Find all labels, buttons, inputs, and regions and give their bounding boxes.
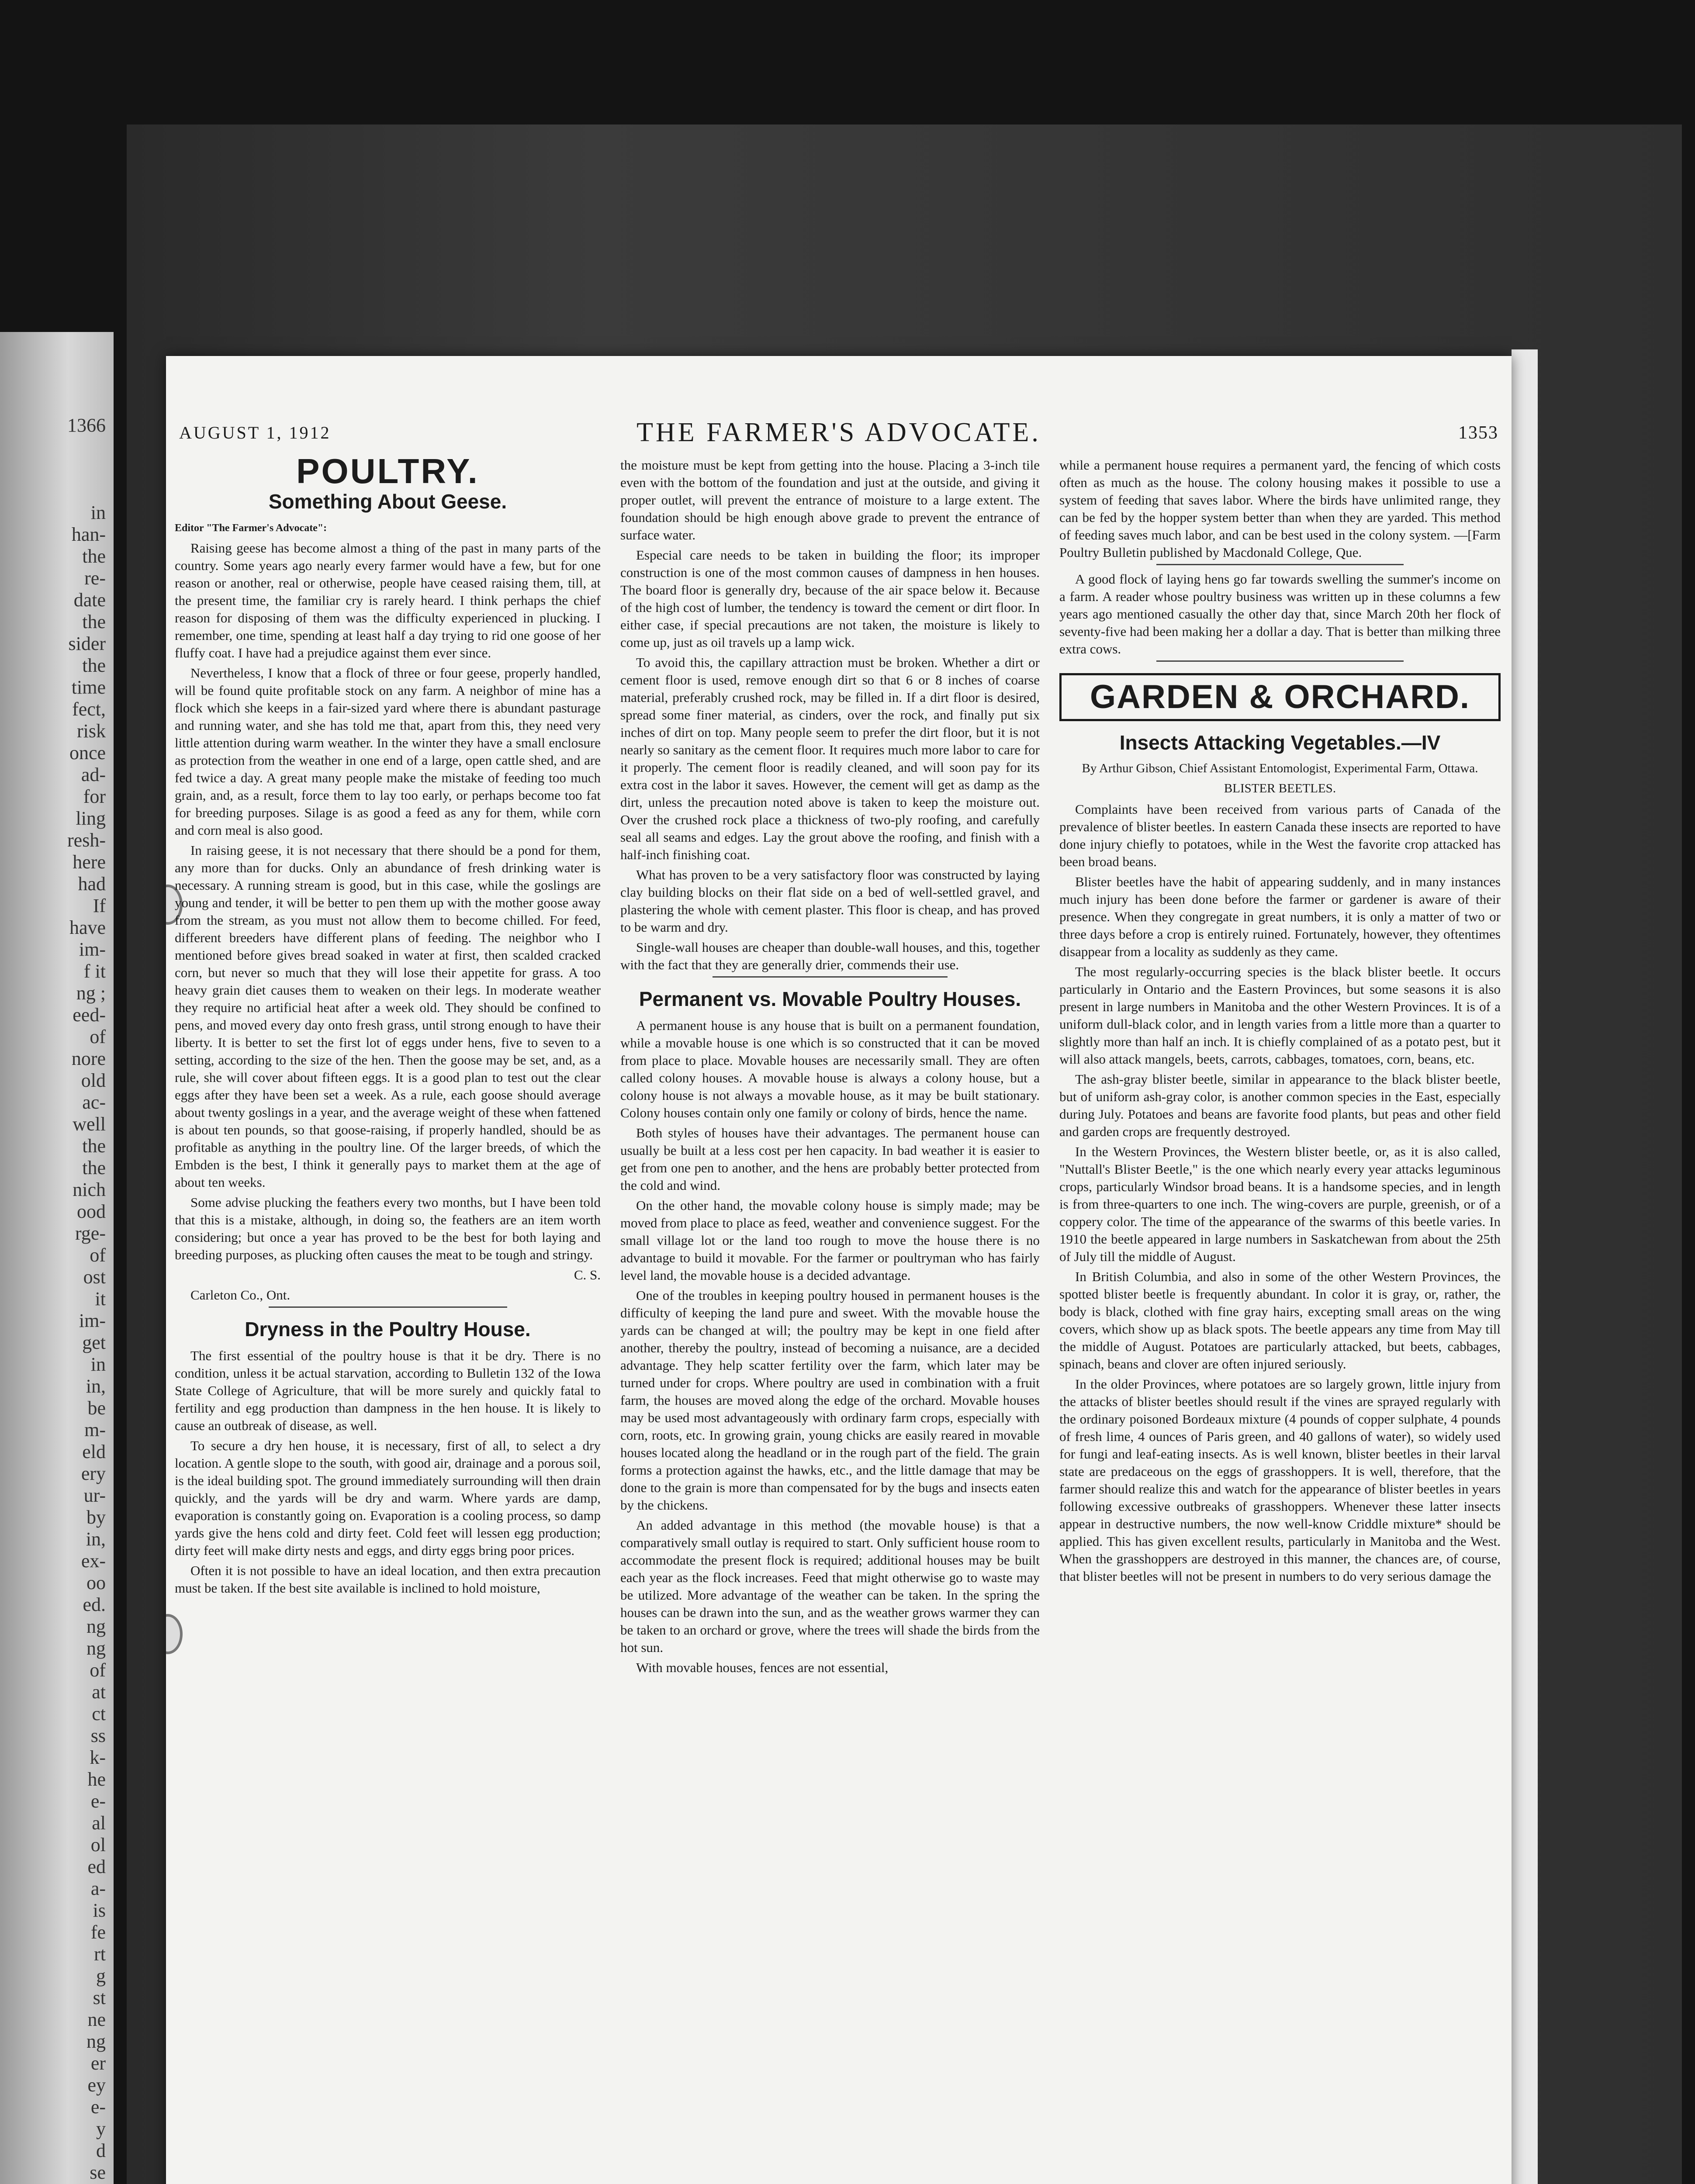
left-page-fragment: e- [90, 2096, 106, 2118]
article-headline: Insects Attacking Vegetables.—IV [1119, 731, 1441, 754]
left-page-fragment: nore [71, 1048, 106, 1069]
paragraph: Raising geese has become almost a thing of the past in many parts of the country. Some years ago nearly every farmer would have a few, but for one reason or another, real or otherwise, people have ceased raising them, till, at the present time, the familiar cry is rarely heard. I think perhaps the chief reason for disposing of them was the difficulty experienced in plucking. I remember, one time, spending at least half a day trying to rid one goose of her fluffy coat. I have had a prejudice against them ever since. [175, 540, 601, 660]
left-page-fragment: the [82, 1135, 106, 1157]
left-page-fragment: ng ; [76, 982, 106, 1004]
left-page-fragment: ad- [81, 764, 106, 785]
left-page-fragment: ng [86, 1616, 106, 1637]
left-page-fragment: eed- [73, 1004, 106, 1026]
left-page-fragment: re- [84, 567, 106, 589]
left-page-fragment: he [87, 1769, 106, 1790]
paragraph: The ash-gray blister beetle, similar in appearance to the black blister beetle, but of uniform ash-gray color, is another common species in the East, especially during July. Potatoes and beans are favorite food plants, but peas and other field and garden crops are frequently destroyed. [1059, 1071, 1501, 1139]
left-page-fragment: f it [83, 961, 106, 982]
page-number: 1353 [1458, 423, 1498, 443]
column-2 [620, 456, 1040, 2184]
paragraph: The first essential of the poultry house is that it be dry. There is no condition, unless it be actual starvation, according to Bulletin 132 of the Iowa State College of Agriculture, that will be more surely and quickly fatal to fertility and egg production than dampness in the hen house. It is likely to cause an outbreak of disease, as well. [175, 1348, 601, 1433]
left-page-fragment: ng [86, 1638, 106, 1659]
article-headline: Something About Geese. [268, 490, 507, 513]
column-3 [1059, 456, 1501, 2184]
left-page-fragment: ur- [83, 1485, 106, 1506]
left-page-fragment: time [71, 677, 106, 698]
left-page-fragment: fe [90, 1921, 106, 1943]
paragraph: A permanent house is any house that is built on a permanent foundation, while a movable house is one which is so constructed that it can be moved from place to place. Movable houses are necessarily small. They are often called colony houses. A movable house is always a colony house, but a colony house is not always a movable house, as it may be built stationary. Colony houses contain only one family or colony of birds, hence the name. [620, 1018, 1040, 1120]
article-headline: Dryness in the Poultry House. [245, 1318, 531, 1341]
paragraph: To avoid this, the capillary attraction must be broken. Whether a dirt or cement floor is used, remove enough dirt so that 6 or 8 inches of coarse material, preferably crushed rock, may be filled in. If a dirt floor is desired, spread some finer material, as cinders, over the rock, and finally put six inches of dirt on top. Many people seem to prefer the dirt floor, but it is not nearly so sanitary as the cement floor. It requires much more labor to care for it properly. The cement floor is readily cleaned, and will soon pay for its extra cost in the labor it saves. However, the cement will get as damp as the dirt, unless the precaution noted above is taken to keep the moisture out. Over the crushed rock place a thickness of two-ply roofing, and carefully seal all seams and edges. Lay the grout above the roofing, and finish with a half-inch finishing coat. [620, 655, 1040, 862]
left-page-fragment: the [82, 546, 106, 567]
paragraph: One of the troubles in keeping poultry housed in permanent houses is the difficulty of keeping the land pure and sweet. With the movable house the yards can be changed at will; the poultry may be kept in one field after another, thereby the poultry, instead of becoming a nuisance, are a decided advantage. They help scatter fertility over the farm, which later may be turned under for crops. Where poultry are used in combination with a fruit farm, the houses are moved along the edge of the orchard. Movable houses may be used most advantageously with ordinary farm crops, especially with corn, roots, etc. In growing grain, young chicks are easily reared in movable houses located along the headland or in the rough part of the field. The grain forms a protection against the hawks, etc., and the little damage that may be done to the grain is more than compensated for by the bugs and insects eaten by the chickens. [620, 1288, 1040, 1513]
left-page-strip [0, 332, 114, 2184]
paragraph: With movable houses, fences are not essential, [636, 1660, 889, 1675]
paragraph: An added advantage in this method (the movable house) is that a comparatively small outlay is required to start. Only sufficient house room to accommodate the present flock is required; additional houses may be built each year as the flock increases. Feed that might otherwise go to waste may be utilized. More advantage of the weather can be taken. In the spring the houses can be drawn into the sun, and as the weather grows warmer they can be taken to an orchard or grove, where the trees will shade the birds from the hot sun. [620, 1517, 1040, 1655]
left-page-fragment: ey [87, 2074, 106, 2096]
left-page-fragment: se [90, 2162, 106, 2183]
left-page-fragment: y [96, 2118, 106, 2139]
left-page-fragment: in [90, 1354, 106, 1375]
left-page-fragment: ost [83, 1266, 106, 1288]
divider [269, 1306, 507, 1308]
left-page-fragment: ss [90, 1725, 106, 1746]
running-head [179, 417, 1498, 448]
left-page-fragment: st [93, 1987, 106, 2008]
paragraph: A good flock of laying hens go far towards swelling the summer's income on a farm. A reader whose poultry business was written up in these columns a few years ago mentioned casually the other day that, since March 20th her flock of seventy-five had been making her a dollar a day. That is better than milking three extra cows. [1059, 571, 1501, 657]
paragraph: The most regularly-occurring species is the black blister beetle. It occurs particularly in Ontario and the Eastern Provinces, but some seasons it is also present in large numbers in Manitoba and the other Western Provinces. It is of a uniform dull-black color, and in length varies from a little more than a quarter to slightly more than half an inch. It is chiefly complained of as a potato pest, but it will also attack mangels, beets, carrots, cabbages, tomatoes, corn, beans, etc. [1059, 964, 1501, 1067]
left-page-fragment: ct [92, 1703, 106, 1724]
paragraph: Often it is not possible to have an ideal location, and then extra precaution must be taken. If the best site available is inclined to hold moisture, [175, 1563, 601, 1596]
paragraph: What has proven to be a very satisfactory floor was constructed by laying clay building blocks on their flat side on a bed of well-settled gravel, and plastering the whole with cement plaster. This floor is cheap, and has proved to be warm and dry. [620, 867, 1040, 935]
left-page-fragment: ed [87, 1856, 106, 1877]
left-page-fragment: a- [90, 1878, 106, 1899]
subhead: BLISTER BEETLES. [1224, 781, 1336, 795]
paragraph: Blister beetles have the habit of appearing suddenly, and in many instances much injury has been done before the farmer or gardener is aware of their presence. When they congregate in great numbers, it is only a matter of two or three days before a crop is entirely ruined. Fortunately, however, they oftentimes disappear from a locality as suddenly as they came. [1059, 874, 1501, 959]
left-page-fragment: fect, [72, 698, 106, 720]
left-page-fragment: ery [81, 1463, 106, 1484]
left-page-fragment: ex- [81, 1550, 106, 1572]
location: Carleton Co., Ont. [190, 1287, 291, 1303]
left-page-fragment: risk [77, 720, 106, 742]
left-page-fragment: for [83, 786, 106, 807]
left-page-fragment: resh- [67, 829, 106, 851]
paragraph: In the older Provinces, where potatoes are so largely grown, little injury from the attacks of blister beetles should result if the vines are sprayed regularly with the ordinary poisoned Bordeaux mixture (4 pounds of copper sulphate, 4 pounds of fresh lime, 4 ounces of Paris green, and 40 gallons of water), so widely used for fungi and leaf-eating insects. As is well known, blister beetles in their larval state are predaceous on the eggs of grasshoppers. It is well, therefore, that the farmer should realize this and watch for the appearance of blister beetles in years following excessive outbreaks of grasshoppers. Whenever these latter insects appear in destructive numbers, the now well-know Criddle mixture* should be applied. This has given excellent results, particularly in Manitoba and the West. When the grasshoppers are destroyed in this manner, the chances are, of course, that blister beetles will not be present in numbers to do very serious damage the [1059, 1376, 1501, 1584]
left-page-fragment: in [90, 502, 106, 523]
left-page-fragment: ol [90, 1834, 106, 1856]
left-page-fragment: ac- [82, 1092, 106, 1113]
left-page-fragment: here [73, 851, 106, 873]
paragraph: To secure a dry hen house, it is necessary, first of all, to select a dry location. A gentle slope to the south, with good air, drainage and a porous soil, is the ideal building spot. The ground immediately surrounding will then drain quickly, and the yards will be dry and warm. Where yards are damp, evaporation is constantly going on. Evaporation is a cooling process, so damp yards give the hens cold and dirty feet. Cold feet will lessen egg production; dirty feet will make dirty nests and eggs, and dirty eggs bring poor prices. [175, 1438, 601, 1558]
left-page-fragment: er [90, 2053, 106, 2074]
left-page-fragment: be [87, 1397, 106, 1419]
left-page-fragment: nich [73, 1179, 106, 1200]
left-page-fragment: have [69, 917, 106, 938]
paragraph: while a permanent house requires a permanent yard, the fencing of which costs often as much as the house. The colony housing makes it possible to use a system of feeding that saves labor. Where the birds have unlimited range, they can be fed by the hopper system better than when they are yarded. This method of feeding saves much labor, and can be best used in the colony system. —[Farm Poultry Bulletin published by Macdonald College, Que. [1059, 457, 1501, 560]
paragraph: Some advise plucking the feathers every two months, but I have been told that this is a mistake, although, in doing so, the feathers are an item worth considering; but once a year has proved to be the best for both laying and breeding purposes, as plucking often causes the meat to be tough and stringy. [175, 1195, 601, 1262]
left-page-fragment: in, [86, 1375, 106, 1397]
paragraph: In the Western Provinces, the Western blister beetle, or, as it is also called, "Nuttall's Blister Beetle," is the one which nearly every year attacks leguminous crops, particularly Windsor broad beans. It is a handsome species, and in length is from three-quarters to one inch. The wing-covers are purple, greenish, or of a coppery color. The time of the appearance of the swarms of this beetle varies. In 1910 the beetle appeared in large numbers in Saskatchewan from about the 25th of July till the middle of August. [1059, 1144, 1501, 1264]
left-page-fragment: rt [94, 1943, 106, 1965]
left-page-fragment: old [81, 1070, 106, 1091]
left-page-fragment: If [93, 895, 106, 916]
left-page-fragment: in, [86, 1528, 106, 1550]
editor-salutation: Editor "The Farmer's Advocate": [175, 522, 327, 534]
column-1 [175, 456, 601, 2184]
left-page-fragment: well [73, 1113, 106, 1135]
divider [713, 976, 948, 978]
left-page-fragment: of [90, 1659, 106, 1681]
paragraph: In raising geese, it is not necessary that there should be a pond for them, any more than for ducks. Only an abundance of fresh drinking water is necessary. A running stream is good, but in this case, while the goslings are young and tender, it will be better to pen them up with the mother goose away from the stream, as you must not allow them to become chilled. For feed, different breeders have different plans of feeding. The neighbor who I mentioned before gives bread soaked in water at first, then scalded cracked corn, but never so much that they will lose their appetite for grass. A too heavy grain diet causes them to weaken on their legs. In moderate weather they require no artificial heat after a week old. They should be confined to pens, and moved every day onto fresh grass, until strong enough to have their liberty. It is better to set the first lot of eggs under hens, five to seven to a setting, according to the size of the hen. Then the goose may be set, and, as a rule, she will cover about fifteen eggs. It is a good plan to test out the clear eggs after they have been set a week. As a rule, each goose should average about twenty goslings in a year, and the average weight of these when fattened is about ten pounds, so that goose-raising, if properly handled, should be as profitable as anything in the poultry line. Of the larger breeds, of which the Embden is the best, I think it generally pays to market them at the age of about ten weeks. [175, 843, 601, 1190]
left-page-folio: 1366 [67, 415, 106, 436]
left-page-fragment: ling [76, 808, 106, 829]
left-page-fragment: is [93, 1900, 106, 1921]
divider [1156, 564, 1404, 565]
left-page-fragment: eld [82, 1441, 106, 1462]
left-page-fragment: sider [68, 633, 106, 654]
left-page-fragment: ood [77, 1201, 106, 1222]
left-page-fragment: the [82, 1157, 106, 1178]
left-page-fragment: d [96, 2140, 106, 2161]
issue-date: AUGUST 1, 1912 [179, 423, 331, 442]
left-page-fragment: ne [87, 2009, 106, 2030]
left-page-fragment: rge- [75, 1223, 106, 1244]
section-title: GARDEN & ORCHARD. [1059, 673, 1501, 721]
paragraph: On the other hand, the movable colony house is simply made; may be moved from place to place as feed, weather and convenience suggest. For the small village lot or the land too rough to move the house there is no advantage to build it movable. For the farmer or poultryman who has fairly level land, the movable house is a decided advantage. [620, 1198, 1040, 1283]
left-page-fragment: once [69, 742, 106, 764]
left-page-fragment: e- [90, 1790, 106, 1812]
left-page-fragment: had [78, 873, 106, 895]
page-edge [1512, 349, 1538, 2184]
article-headline: Permanent vs. Movable Poultry Houses. [639, 988, 1021, 1010]
divider [1156, 660, 1404, 662]
paragraph: Nevertheless, I know that a flock of three or four geese, properly handled, will be found quite profitable stock on any farm. A neighbor of mine has a flock which she keeps in a fair-sized yard where there is abundant pasturage and running water, and she has told me that, apart from this, they need very little attention during warm weather. In the winter they have a small enclosure as protection from the weather in one end of a large, open cattle shed, and are fed twice a day. A great many people make the mistake of feeding too much grain, and, as a result, force them to lay too early, or perhaps become too fat for breeding purposes. Silage is as good a feed as any for them, while corn and corn meal is also good. [175, 665, 601, 838]
left-page-fragment: it [95, 1288, 106, 1310]
paragraph: Complaints have been received from various parts of Canada of the prevalence of blister beetles. In eastern Canada these insects are reported to have done injury chiefly to potatoes, while in the West the favorite crop attacked has been broad beans. [1059, 802, 1501, 869]
left-page-fragment: of [90, 1026, 106, 1047]
left-page-fragment: date [73, 589, 106, 611]
left-page-fragment: at [92, 1681, 106, 1703]
byline: By Arthur Gibson, Chief Assistant Entomologist, Experimental Farm, Ottawa. [1082, 761, 1478, 775]
paragraph: Especial care needs to be taken in building the floor; its improper construction is one of the most common causes of dampness in hen houses. The board floor is generally dry, because of the air space below it. Because of the high cost of lumber, the tendency is toward the cement or dirt floor. In either case, if special precautions are not taken, the moisture is likely to come up, just as oil travels up a lamp wick. [620, 547, 1040, 650]
paragraph: Both styles of houses have their advantages. The permanent house can usually be built at a less cost per hen capacity. In bad weather it is easier to get from one pen to another, and the hens are probably better protected from the cold and wind. [620, 1125, 1040, 1193]
left-page-fragment: al [92, 1812, 106, 1834]
paragraph: Single-wall houses are cheaper than double-wall houses, and this, together with the fact that they are generally drier, commends their use. [620, 940, 1040, 972]
left-page-fragment: im- [79, 939, 106, 960]
section-title: POULTRY. [296, 456, 479, 491]
left-page-fragment: han- [71, 524, 106, 545]
left-page-fragment: k- [90, 1747, 106, 1768]
left-page-fragment: im- [79, 1310, 106, 1331]
left-page-fragment: m- [84, 1419, 106, 1441]
left-page-fragment: of [90, 1244, 106, 1266]
newspaper-page [166, 356, 1512, 2184]
left-page-fragment: the [82, 655, 106, 676]
left-page-fragment: the [82, 611, 106, 632]
left-page-fragment: by [86, 1507, 106, 1528]
paper-title: THE FARMER'S ADVOCATE. [636, 418, 1041, 447]
left-page-fragment: get [82, 1332, 106, 1353]
left-page-fragment: oo [86, 1572, 106, 1593]
paragraph: In British Columbia, and also in some of the other Western Provinces, the spotted blister beetle is frequently abundant. In color it is gray, or, rather, the body is black, clothed with fine gray hairs, excepting small areas on the wing covers, which show up as black spots. The beetle appears any time from May till the middle of August. Potatoes are particularly attacked, but beets, cabbages, spinach, beans and clover are often injured seriously. [1059, 1269, 1501, 1372]
left-page-fragment: ng [86, 2031, 106, 2052]
left-page-fragment: ed. [83, 1594, 106, 1615]
paragraph: the moisture must be kept from getting into the house. Placing a 3-inch tile even with the bottom of the foundation and just at the outside, and giving it proper outlet, will prevent the entrance of moisture to a large extent. The foundation should be high enough above grade to prevent the entrance of surface water. [620, 457, 1040, 543]
signature: C. S. [574, 1267, 601, 1282]
left-page-fragment: g [96, 1965, 106, 1987]
